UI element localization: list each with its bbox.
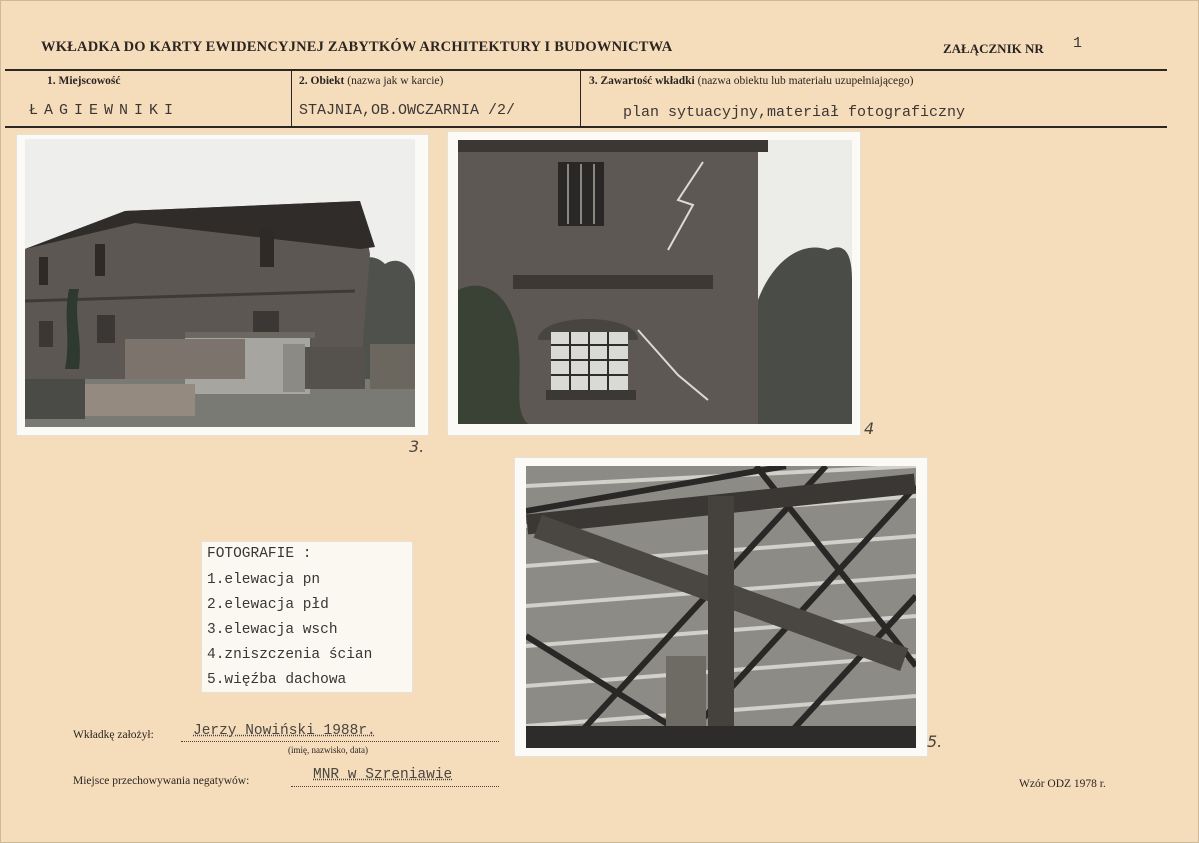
photo-list-slip: [202, 542, 412, 692]
divider-1: [291, 71, 292, 126]
photo-wall-damage: [448, 132, 860, 435]
field-locality-value: ŁAGIEWNIKI: [29, 102, 180, 119]
photo-roof-truss: [515, 458, 927, 756]
author-value: Jerzy Nowiński 1988r.: [193, 723, 376, 739]
photo-list-item: 3.elewacja wsch: [207, 622, 338, 638]
author-caption: (imię, nazwisko, data): [288, 745, 368, 755]
form-code: Wzór ODZ 1978 r.: [1019, 778, 1106, 790]
field-locality-label: 1. Miejscowość: [47, 75, 121, 87]
negatives-label: Miejsce przechowywania negatywów:: [73, 775, 250, 787]
annex-number: 1: [1073, 35, 1083, 52]
field-object-label: 2. Obiekt (nazwa jak w karcie): [299, 75, 444, 87]
header-rule-bottom: [5, 126, 1167, 128]
author-line: [181, 741, 499, 742]
photo-number-5: 5.: [927, 732, 943, 751]
field-contents-label: 3. Zawartość wkładki (nazwa obiektu lub materiału uzupełniającego): [589, 75, 914, 87]
wall-photo-image: [458, 140, 852, 424]
stable-photo-image: [25, 139, 415, 427]
photo-stable-elevation: [17, 135, 428, 435]
roof-photo-image: [526, 466, 916, 748]
header-rule-top: [5, 69, 1167, 71]
photo-list-heading: FOTOGRAFIE :: [207, 546, 312, 562]
card-title: WKŁADKA DO KARTY EWIDENCYJNEJ ZABYTKÓW ARCHITEKTURY I BUDOWNICTWA: [41, 39, 673, 55]
author-label: Wkładkę założył:: [73, 729, 154, 741]
field-object-value: STAJNIA,OB.OWCZARNIA /2/: [299, 102, 516, 119]
photo-list-item: 4.zniszczenia ścian: [207, 647, 373, 663]
annex-label: ZAŁĄCZNIK NR: [943, 41, 1044, 56]
photo-list-item: 1.elewacja pn: [207, 572, 321, 588]
photo-number-4: 4: [864, 419, 875, 438]
photo-number-3: 3.: [409, 437, 425, 456]
field-contents-value: plan sytuacyjny,materiał fotograficzny: [623, 104, 966, 121]
photo-list-item: 5.więźba dachowa: [207, 672, 347, 688]
photo-list-item: 2.elewacja płd: [207, 597, 329, 613]
negatives-value: MNR w Szreniawie: [313, 767, 453, 783]
divider-2: [580, 71, 581, 126]
negatives-line: [291, 786, 499, 787]
